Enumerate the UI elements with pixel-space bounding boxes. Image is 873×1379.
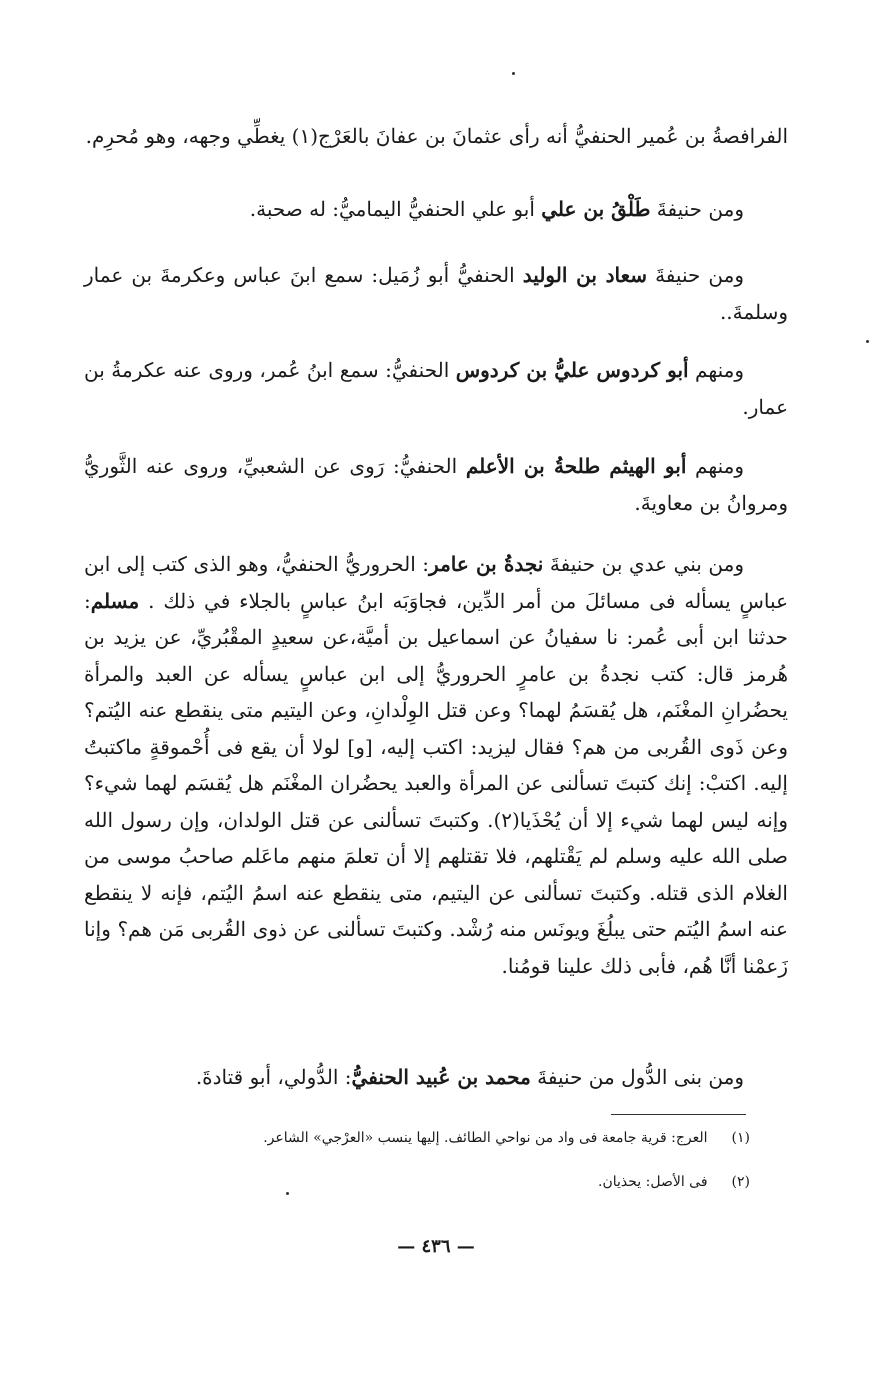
paragraph-najda bbox=[84, 546, 788, 984]
text-run: الفرافصةُ بن عُمير الحنفيُّ أنه رأى عثمانَ بن عفانَ بالعَرْج(١) يغطِّي وجهه، وهو مُحرِم. bbox=[85, 124, 788, 148]
footnote-2 bbox=[150, 1172, 750, 1192]
bold-name: طَلْقُ بن علي bbox=[541, 197, 651, 221]
paragraph-talq bbox=[84, 191, 788, 228]
scan-speck bbox=[866, 340, 869, 343]
text-run: الحنفيُّ: رَوى عن الشعبيِّ، وروى عنه الثَّوريُّ ومروانُ بن معاويةَ. bbox=[84, 454, 788, 515]
footnote-text: العرج: قرية جامعة فى واد من نواحي الطائف. إليها ينسب «العرْجي» الشاعر. bbox=[263, 1130, 708, 1146]
text-run: الحنفيُّ أبو زُمَيل: سمع ابنَ عباس وعكرمةَ بن عمار وسلمةَ.. bbox=[84, 263, 788, 324]
text-run: : الحروريُّ الحنفيُّ، وهو الذى كتب إلى ابن عباسٍ يسأله فى مسائلَ من أمر الدِّين، فجاوَبَه ابنُ عباسٍ بالجلاء في ذلك . bbox=[84, 552, 788, 613]
bold-name: نجدةُ بن عامر bbox=[429, 552, 544, 576]
footnote-mark: (٢) bbox=[731, 1174, 750, 1190]
paragraph-abu-kardus bbox=[84, 352, 788, 425]
text-run: أبو علي الحنفيُّ اليماميُّ: له صحبة. bbox=[249, 197, 542, 221]
text-run: ومن حنيفةَ bbox=[650, 197, 744, 221]
footnote-separator bbox=[611, 1114, 746, 1115]
paragraph-muhammad bbox=[84, 1059, 788, 1096]
text-run: ومن بني عدي بن حنيفةَ bbox=[543, 552, 744, 576]
paragraph-farafisa bbox=[84, 118, 788, 155]
page-number: — ٤٣٦ — bbox=[397, 1236, 475, 1257]
scan-speck bbox=[286, 1192, 289, 1195]
bold-name: محمد بن عُبيد الحنفيُّ bbox=[351, 1065, 531, 1089]
paragraph-suad bbox=[84, 257, 788, 330]
text-run: ومنهم bbox=[688, 358, 744, 382]
paragraph-abu-haytham bbox=[84, 448, 788, 521]
text-run: ومن حنيفةَ bbox=[646, 263, 745, 287]
text-run: ومن بنى الدُّول من حنيفةَ bbox=[530, 1065, 744, 1089]
footnote-text: فى الأصل: يحذيان. bbox=[598, 1174, 708, 1190]
bold-name: أبو كردوس عليُّ بن كردوس bbox=[455, 358, 689, 382]
text-run: : الدُّولي، أبو قتادةَ. bbox=[195, 1065, 352, 1089]
text-run: الحنفيُّ: سمع ابنُ عُمر، وروى عنه عكرمةُ بن عمار. bbox=[84, 358, 788, 419]
bold-name: مسلم bbox=[90, 588, 140, 613]
scan-speck bbox=[512, 72, 515, 75]
bold-name: أبو الهيثم طلحةُ بن الأعلم bbox=[465, 454, 687, 478]
text-run: ومنهم bbox=[686, 454, 744, 478]
footnote-mark: (١) bbox=[731, 1130, 750, 1146]
text-run: : حدثنا ابن أبى عُمر: نا سفيانُ عن اسماعيل بن أميَّة،عن سعيدٍ المقْبُريِّ، عن يزيد بن هُرمز قال: كتب نجدةُ بن عامرٍ الحروريُّ إلى ابن عباسٍ يسأله عن العبد والمرأة يحضُرانِ المغْنَم، هل يُقسَمُ لهما؟ وعن قتل الوِلْدانِ، وعن اليتيم متى ينقطع عنه اليُتم؟ وعن ذَوى القُربى من هم؟ فقال ليزيد: اكتب إليه، [و] لولا أن يقع فى أُحْموقةٍ ماكتبتُ إليه. اكتبْ: إنك كتبتَ تسألنى عن المرأة والعبد يحضُران المغْنَم هل يُقسَم لهما شيء؟ وإنه ليس لهما شيء إلا أن يُحْذَيا(٢). وكتبتَ تسألنى عن قتل الولدان، وإن رسول الله صلى الله عليه وسلم لم يَقْتلهم، فلا تقتلهم إلا أن تعلمَ منهم ماعَلم صاحبُ موسى من الغلام الذى قتله. وكتبتَ تسألنى عن اليتيم، متى ينقطع عنه اسمُ اليُتم، فإنه لا ينقطع عنه اسمُ اليُتم حتى يبلُغَ ويونَس منه رُشْد. وكتبتَ تسألنى عن ذوى القُربى مَن هم؟ وإنا زَعمْنا أنَّا هُم، فأبى ذلك علينا قومُنا. bbox=[84, 588, 789, 978]
bold-name: سعاد بن الوليد bbox=[522, 263, 647, 287]
footnote-1 bbox=[150, 1128, 750, 1148]
